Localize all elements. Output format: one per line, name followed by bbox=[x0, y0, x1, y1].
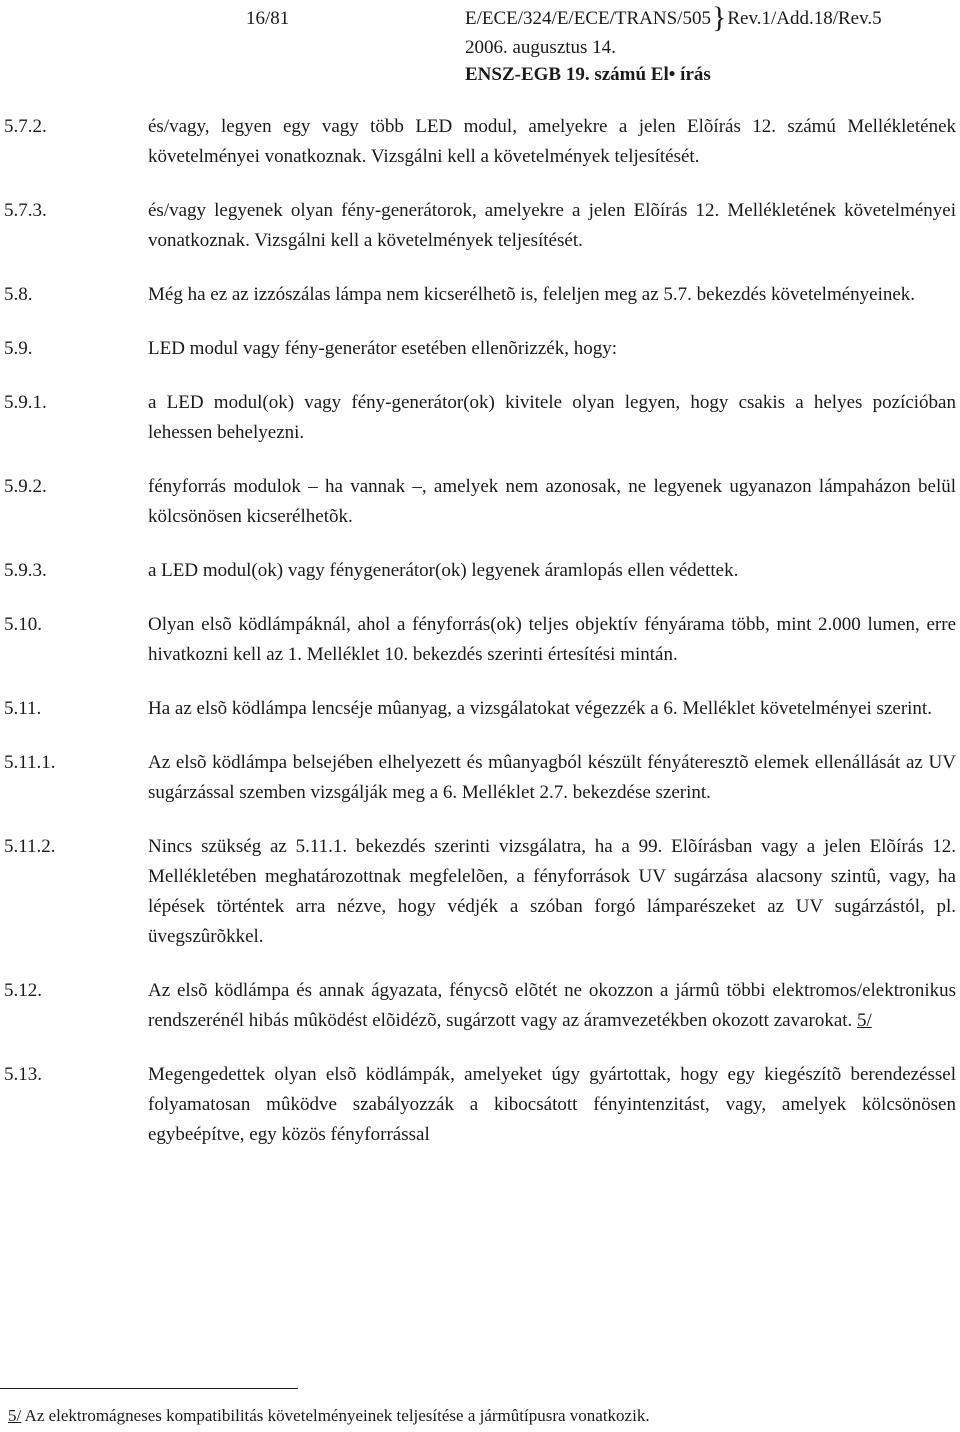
footnote bbox=[8, 1404, 650, 1428]
section-text: a LED modul(ok) vagy fény-generátor(ok) kivitele olyan legyen, hogy csakis a helyes pozícióban lehessen behelyezni. bbox=[148, 392, 956, 443]
section-number: 5.12. bbox=[4, 980, 42, 1001]
section-number: 5.10. bbox=[4, 614, 42, 635]
section-5-9-2 bbox=[0, 472, 960, 532]
header-brace: } bbox=[711, 1, 727, 34]
section-text: fényforrás modulok – ha vannak –, amelyek nem azonosak, ne legyenek ugyanazon lámpaházon belül kölcsönösen kicserélhetõk. bbox=[148, 476, 956, 527]
footnote-separator bbox=[0, 1388, 298, 1389]
section-text: Megengedettek olyan elsõ ködlámpák, amelyeket úgy gyártottak, hogy egy kiegészítõ berendezéssel folyamatosan mûködve szabályozzák a kibocsátott fényintenzitást, vagy, amelyek kölcsönösen egybeépítve, egy közös fényforrással bbox=[148, 1064, 956, 1145]
page-header bbox=[0, 1, 960, 90]
regulation-title: ENSZ-EGB 19. számú El• írás bbox=[465, 64, 711, 85]
document-date: 2006. augusztus 14. bbox=[465, 37, 616, 58]
section-number: 5.11.1. bbox=[4, 752, 56, 773]
section-number: 5.9.2. bbox=[4, 476, 47, 497]
section-5-10 bbox=[0, 610, 960, 670]
section-number: 5.9. bbox=[4, 338, 33, 359]
section-5-11-1 bbox=[0, 748, 960, 808]
section-5-9-3 bbox=[0, 556, 960, 586]
page-number: 16/81 bbox=[246, 8, 290, 29]
section-text: LED modul vagy fény-generátor esetében ellenõrizzék, hogy: bbox=[148, 338, 618, 359]
section-text: Olyan elsõ ködlámpáknál, ahol a fényforrás(ok) teljes objektív fényárama több, mint 2.000 lumen, erre hivatkozni kell az 1. Melléklet 10. bekezdés szerinti értesítési mintán. bbox=[148, 614, 956, 665]
footnote-text: Az elektromágneses kompatibilitás követelményeinek teljesítése a jármûtípusra vonatkozik. bbox=[24, 1406, 650, 1425]
section-number: 5.9.3. bbox=[4, 560, 47, 581]
section-number: 5.7.3. bbox=[4, 200, 47, 221]
section-text: Nincs szükség az 5.11.1. bekezdés szerinti vizsgálatra, ha a 99. Elõírásban vagy a jelen Elõírás 12. Mellékletében meghatározottnak megfelelõen, a fényforrások UV sugárzása alacsony szintû, vagy, ha lépések történtek arra nézve, hogy védjék a szóban forgó lámparészeket az UV sugárzástól, pl. üvegszûrõkkel. bbox=[148, 836, 956, 947]
section-number: 5.7.2. bbox=[4, 116, 47, 137]
section-text: és/vagy, legyen egy vagy több LED modul, amelyekre a jelen Elõírás 12. számú Mellékletének követelményei vonatkoznak. Vizsgálni kell a követelmények teljesítését. bbox=[148, 116, 956, 167]
section-5-11 bbox=[0, 694, 960, 724]
section-number: 5.8. bbox=[4, 284, 33, 305]
section-text: a LED modul(ok) vagy fénygenerátor(ok) legyenek áramlopás ellen védettek. bbox=[148, 560, 739, 581]
document-symbol: E/ECE/324/E/ECE/TRANS/505 bbox=[465, 8, 711, 29]
section-number: 5.9.1. bbox=[4, 392, 47, 413]
section-5-8 bbox=[0, 280, 960, 310]
section-body: Az elsõ ködlámpa és annak ágyazata, fénycsõ elõtét ne okozzon a jármû többi elektromos/elektronikus rendszerénél hibás mûködést elõidézõ, sugárzott vagy az áramvezetékben okozott zavarokat. bbox=[148, 980, 956, 1031]
section-5-7-3 bbox=[0, 196, 960, 256]
section-number: 5.11. bbox=[4, 698, 42, 719]
section-text: és/vagy legyenek olyan fény-generátorok, amelyekre a jelen Elõírás 12. Mellékletének követelményei vonatkoznak. Vizsgálni kell a követelmények teljesítését. bbox=[148, 200, 956, 251]
section-5-9-1 bbox=[0, 388, 960, 448]
document-reference bbox=[465, 1, 882, 34]
section-text: Még ha ez az izzószálas lámpa nem kicserélhetõ is, feleljen meg az 5.7. bekezdés követelményeinek. bbox=[148, 284, 916, 305]
section-5-12 bbox=[0, 976, 960, 1036]
section-text: Ha az elsõ ködlámpa lencséje mûanyag, a vizsgálatokat végezzék a 6. Melléklet követelményei szerint. bbox=[148, 698, 932, 719]
section-text: Az elsõ ködlámpa belsejében elhelyezett és mûanyagból készült fényáteresztõ elemek ellenállását az UV sugárzással szemben vizsgálják meg a 6. Melléklet 2.7. bekezdése szerint. bbox=[148, 752, 956, 803]
section-number: 5.11.2. bbox=[4, 836, 56, 857]
section-5-7-2 bbox=[0, 112, 960, 172]
section-text bbox=[148, 976, 956, 1036]
footnote-marker: 5/ bbox=[8, 1406, 22, 1425]
section-5-11-2 bbox=[0, 832, 960, 952]
footnote-reference[interactable]: 5/ bbox=[857, 1010, 872, 1031]
section-number: 5.13. bbox=[4, 1064, 42, 1085]
section-5-13 bbox=[0, 1060, 960, 1150]
section-5-9 bbox=[0, 334, 960, 364]
document-revision: Rev.1/Add.18/Rev.5 bbox=[727, 8, 882, 29]
document-body bbox=[0, 112, 960, 1174]
